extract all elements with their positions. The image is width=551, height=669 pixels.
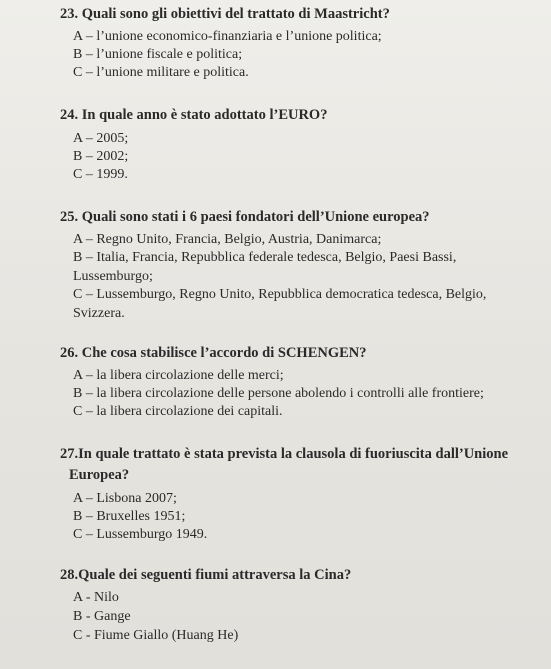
question-title: 25. Quali sono stati i 6 paesi fondatori dell’Unione europea?: [60, 209, 430, 225]
question-title: 26. Che cosa stabilisce l’accordo di SCHENGEN?: [60, 345, 367, 361]
option-c: C – Lussemburgo, Regno Unito, Repubblica democratica tedesca, Belgio,: [73, 287, 487, 302]
option-b: B – Bruxelles 1951;: [73, 509, 186, 524]
option-a: A – Regno Unito, Francia, Belgio, Austria, Danimarca;: [73, 232, 382, 247]
option-a: A – Lisbona 2007;: [73, 491, 177, 506]
option-c: C - Fiume Giallo (Huang He): [73, 628, 239, 643]
option-a: A - Nilo: [73, 590, 119, 605]
question-title: 24. In quale anno è stato adottato l’EURO?: [60, 107, 328, 123]
question-28: [60, 567, 540, 644]
option-a: A – 2005;: [73, 131, 129, 146]
option-a: A – la libera circolazione delle merci;: [73, 368, 284, 383]
option-c: C – 1999.: [73, 167, 128, 182]
question-title: 27.In quale trattato è stata prevista la clausola di fuoriuscita dall’Unione: [60, 446, 509, 462]
option-c-continued: Svizzera.: [73, 306, 125, 321]
option-b: B - Gange: [73, 609, 131, 624]
question-title: 28.Quale dei seguenti fiumi attraversa la Cina?: [60, 567, 352, 583]
question-26: [60, 345, 540, 420]
question-title: 23. Quali sono gli obiettivi del trattato di Maastricht?: [60, 6, 390, 22]
option-b: B – la libera circolazione delle persone abolendo i controlli alle frontiere;: [73, 386, 484, 401]
option-c: C – l’unione militare e politica.: [73, 65, 249, 80]
question-27: [60, 446, 540, 543]
option-b: B – l’unione fiscale e politica;: [73, 47, 243, 62]
option-b: B – Italia, Francia, Repubblica federale tedesca, Belgio, Paesi Bassi,: [73, 250, 457, 265]
option-b: B – 2002;: [73, 149, 129, 164]
option-c: C – Lussemburgo 1949.: [73, 527, 208, 542]
question-24: [60, 107, 540, 183]
option-a: A – l’unione economico-finanziaria e l’unione politica;: [73, 29, 382, 44]
option-c: C – la libera circolazione dei capitali.: [73, 404, 283, 419]
question-23: [60, 6, 540, 81]
question-25: [60, 209, 540, 322]
question-title-continued: Europea?: [69, 467, 130, 483]
option-b-continued: Lussemburgo;: [73, 269, 153, 284]
